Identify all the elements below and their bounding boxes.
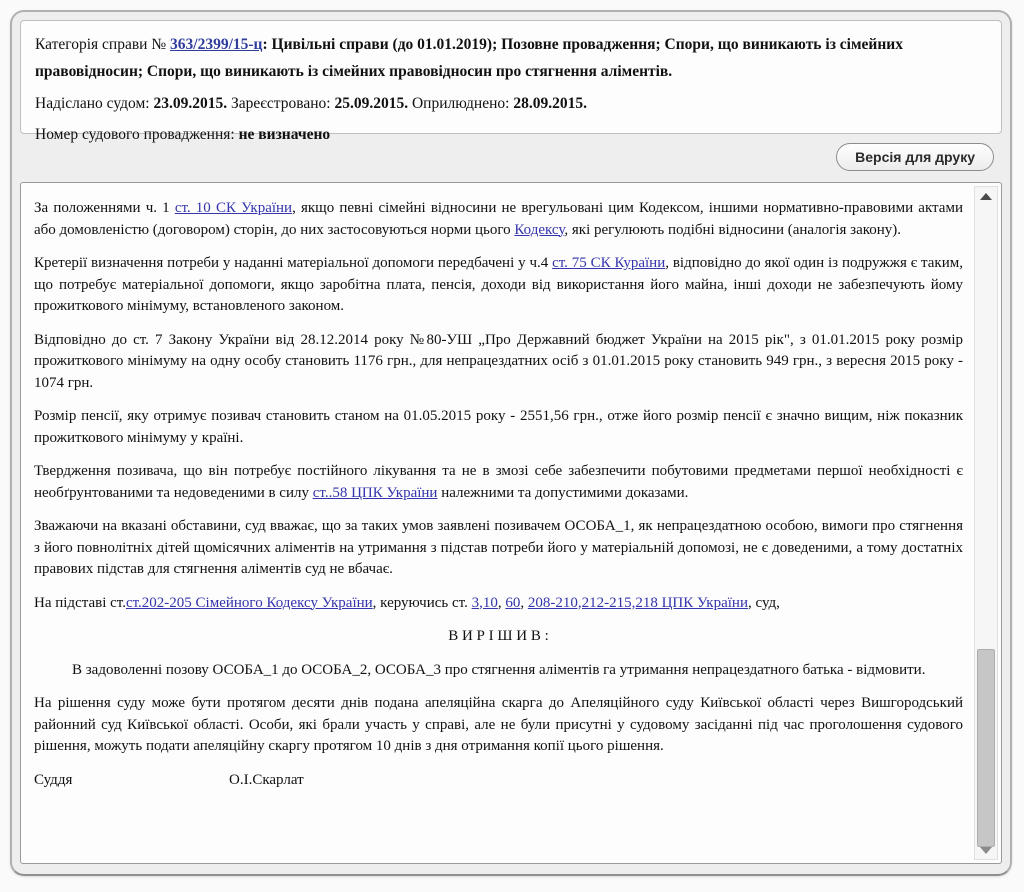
case-number-link[interactable]: 363/2399/15-ц [170,36,263,53]
paragraph-text: , [497,594,506,611]
document-paragraph [34,198,963,241]
scroll-down-button[interactable] [975,842,997,858]
paragraph-text: Твердження позивача, що він потребує постійного лікування та не в змозі себе забезпечити побутовими предметами першої необхідності є необґрунтованими та недоведеними в силу [34,463,963,501]
document-paragraph [34,660,963,682]
legal-reference-link[interactable]: ст.202-205 Сімейного Кодексу України [125,594,373,611]
paragraph-text: На рішення суду може бути протягом десяти днів подана апеляційна скарга до Апеляційного суду Київської області через Вишгородський районний суд Київської області. Особи, які брали участь у справі, але не були присутні у судовому засіданні під час проголошення судового рішення, можуть подати апеляційну скаргу протягом 10 днів з дня отримання копії цього рішення. [34,695,963,754]
scrollbar[interactable] [974,186,998,860]
paragraph-text: , керуючись ст. [372,594,472,611]
legal-reference-link[interactable]: 3,10 [471,594,498,611]
paragraph-text: , суд, [747,594,780,611]
decision-text-box [20,182,1002,864]
arrow-down-icon [980,847,992,854]
signature-line [34,770,963,792]
paragraph-text: , відповідно до якої один із подружжя є таким, що потребує матеріальної допомоги, якщо заробітна плата, пенсія, доходи від використання його майна, інші доходи не забезпечують йому прожиткового мінімуму, встановленого законом. [34,255,963,314]
legal-reference-link[interactable]: ст. 75 СК Кураїни [552,255,666,271]
document-paragraph [34,593,963,615]
paragraph-text: В И Р І Ш И В : [448,628,549,644]
category-label: Категорія справи № [35,36,167,53]
paragraph-text: Відповідно до ст. 7 Закону України від 28.12.2014 року №80-УШ „Про Державний бюджет України на 2015 рік", з 01.01.2015 року розмір прожиткового мінімуму на одну особу становить 1176 грн., для непрацездатних осіб з 01.01.2015 року становить 949 грн., з вересня 2015 року - 1074 грн. [34,331,963,391]
document-paragraph [34,516,963,581]
published-label: Оприлюднено: [411,95,510,112]
paragraph-text: В задоволенні позову ОСОБА_1 до ОСОБА_2, ОСОБА_3 про стягнення аліментів га утримання непрацездатного батька - відмовити. [72,661,926,678]
legal-reference-link[interactable]: 60 [505,594,521,611]
legal-reference-link[interactable]: ст. 10 СК України [174,200,293,216]
category-text: : Цивільні справи (до 01.01.2019); Позовне провадження; Спори, що виникають із сімейних правовідносин; Спори, що виникають із сімейних правовідносин про стягнення аліментів. [35,36,903,80]
sent-label: Надіслано судом: [35,95,150,112]
paragraph-text: , якщо певні сімейні відносини не врегульовані цим Кодексом, іншими нормативно-правовими актами або домовленістю (договором) сторін, до них застосовуються норми цього [34,200,963,238]
legal-reference-link[interactable]: Кодексу [514,221,565,238]
paragraph-text: належними та допустимими доказами. [437,484,689,501]
scroll-up-button[interactable] [975,188,997,204]
proceeding-label: Номер судового провадження: [35,126,235,143]
registered-date: 25.09.2015. [334,95,409,112]
scroll-thumb[interactable] [977,649,995,847]
case-panel [10,10,1012,876]
document-paragraph [34,253,963,318]
paragraph-text: За положеннями ч. 1 [34,200,175,216]
print-version-button[interactable]: Версія для друку [836,143,994,171]
document-paragraph [34,693,963,758]
legal-reference-link[interactable]: 208-210,212-215,218 ЦПК України [527,594,748,611]
case-category-line [35,31,987,85]
registered-label: Зареєстровано: [230,95,331,112]
proceeding-value: не визначено [238,126,331,143]
published-date: 28.09.2015. [513,95,587,112]
paragraph-text: Зважаючи на вказані обставини, суд вважає, що за таких умов заявлені позивачем ОСОБА_1, як непрацездатною особою, вимоги про стягнення з його повнолітніх дітей щомісячних аліментів на утримання з підстав потреби його у матеріальній допомозі, не є доведеними, а тому достатніх правових підстав для стягнення аліментів суд не вбачає. [34,518,963,577]
document-paragraph [34,461,963,504]
case-dates-line [35,92,987,116]
paragraph-text: , які регулюють подібні відносини (аналогія закону). [564,221,902,238]
document-paragraph [34,406,963,449]
document-content [21,183,971,863]
paragraph-text: Кретерії визначення потреби у наданні матеріальної допомоги передбачені у ч.4 [34,255,553,271]
arrow-up-icon [980,193,992,200]
legal-reference-link[interactable]: ст..58 ЦПК України [312,484,438,501]
decision-heading [34,626,963,648]
case-header-box [20,20,1002,143]
judge-label: Суддя [34,771,73,788]
sent-date: 23.09.2015. [153,95,228,112]
paragraph-text: На підставі ст. [34,594,126,611]
document-paragraph [34,330,963,395]
paragraph-text: , [520,594,528,611]
judge-name: О.І.Скарлат [229,771,304,788]
paragraph-text: Розмір пенсії, яку отримує позивач становить станом на 01.05.2015 року - 2551,56 грн., отже його розмір пенсії є значно вищим, ніж показник прожиткового мінімуму у країні. [34,408,963,446]
